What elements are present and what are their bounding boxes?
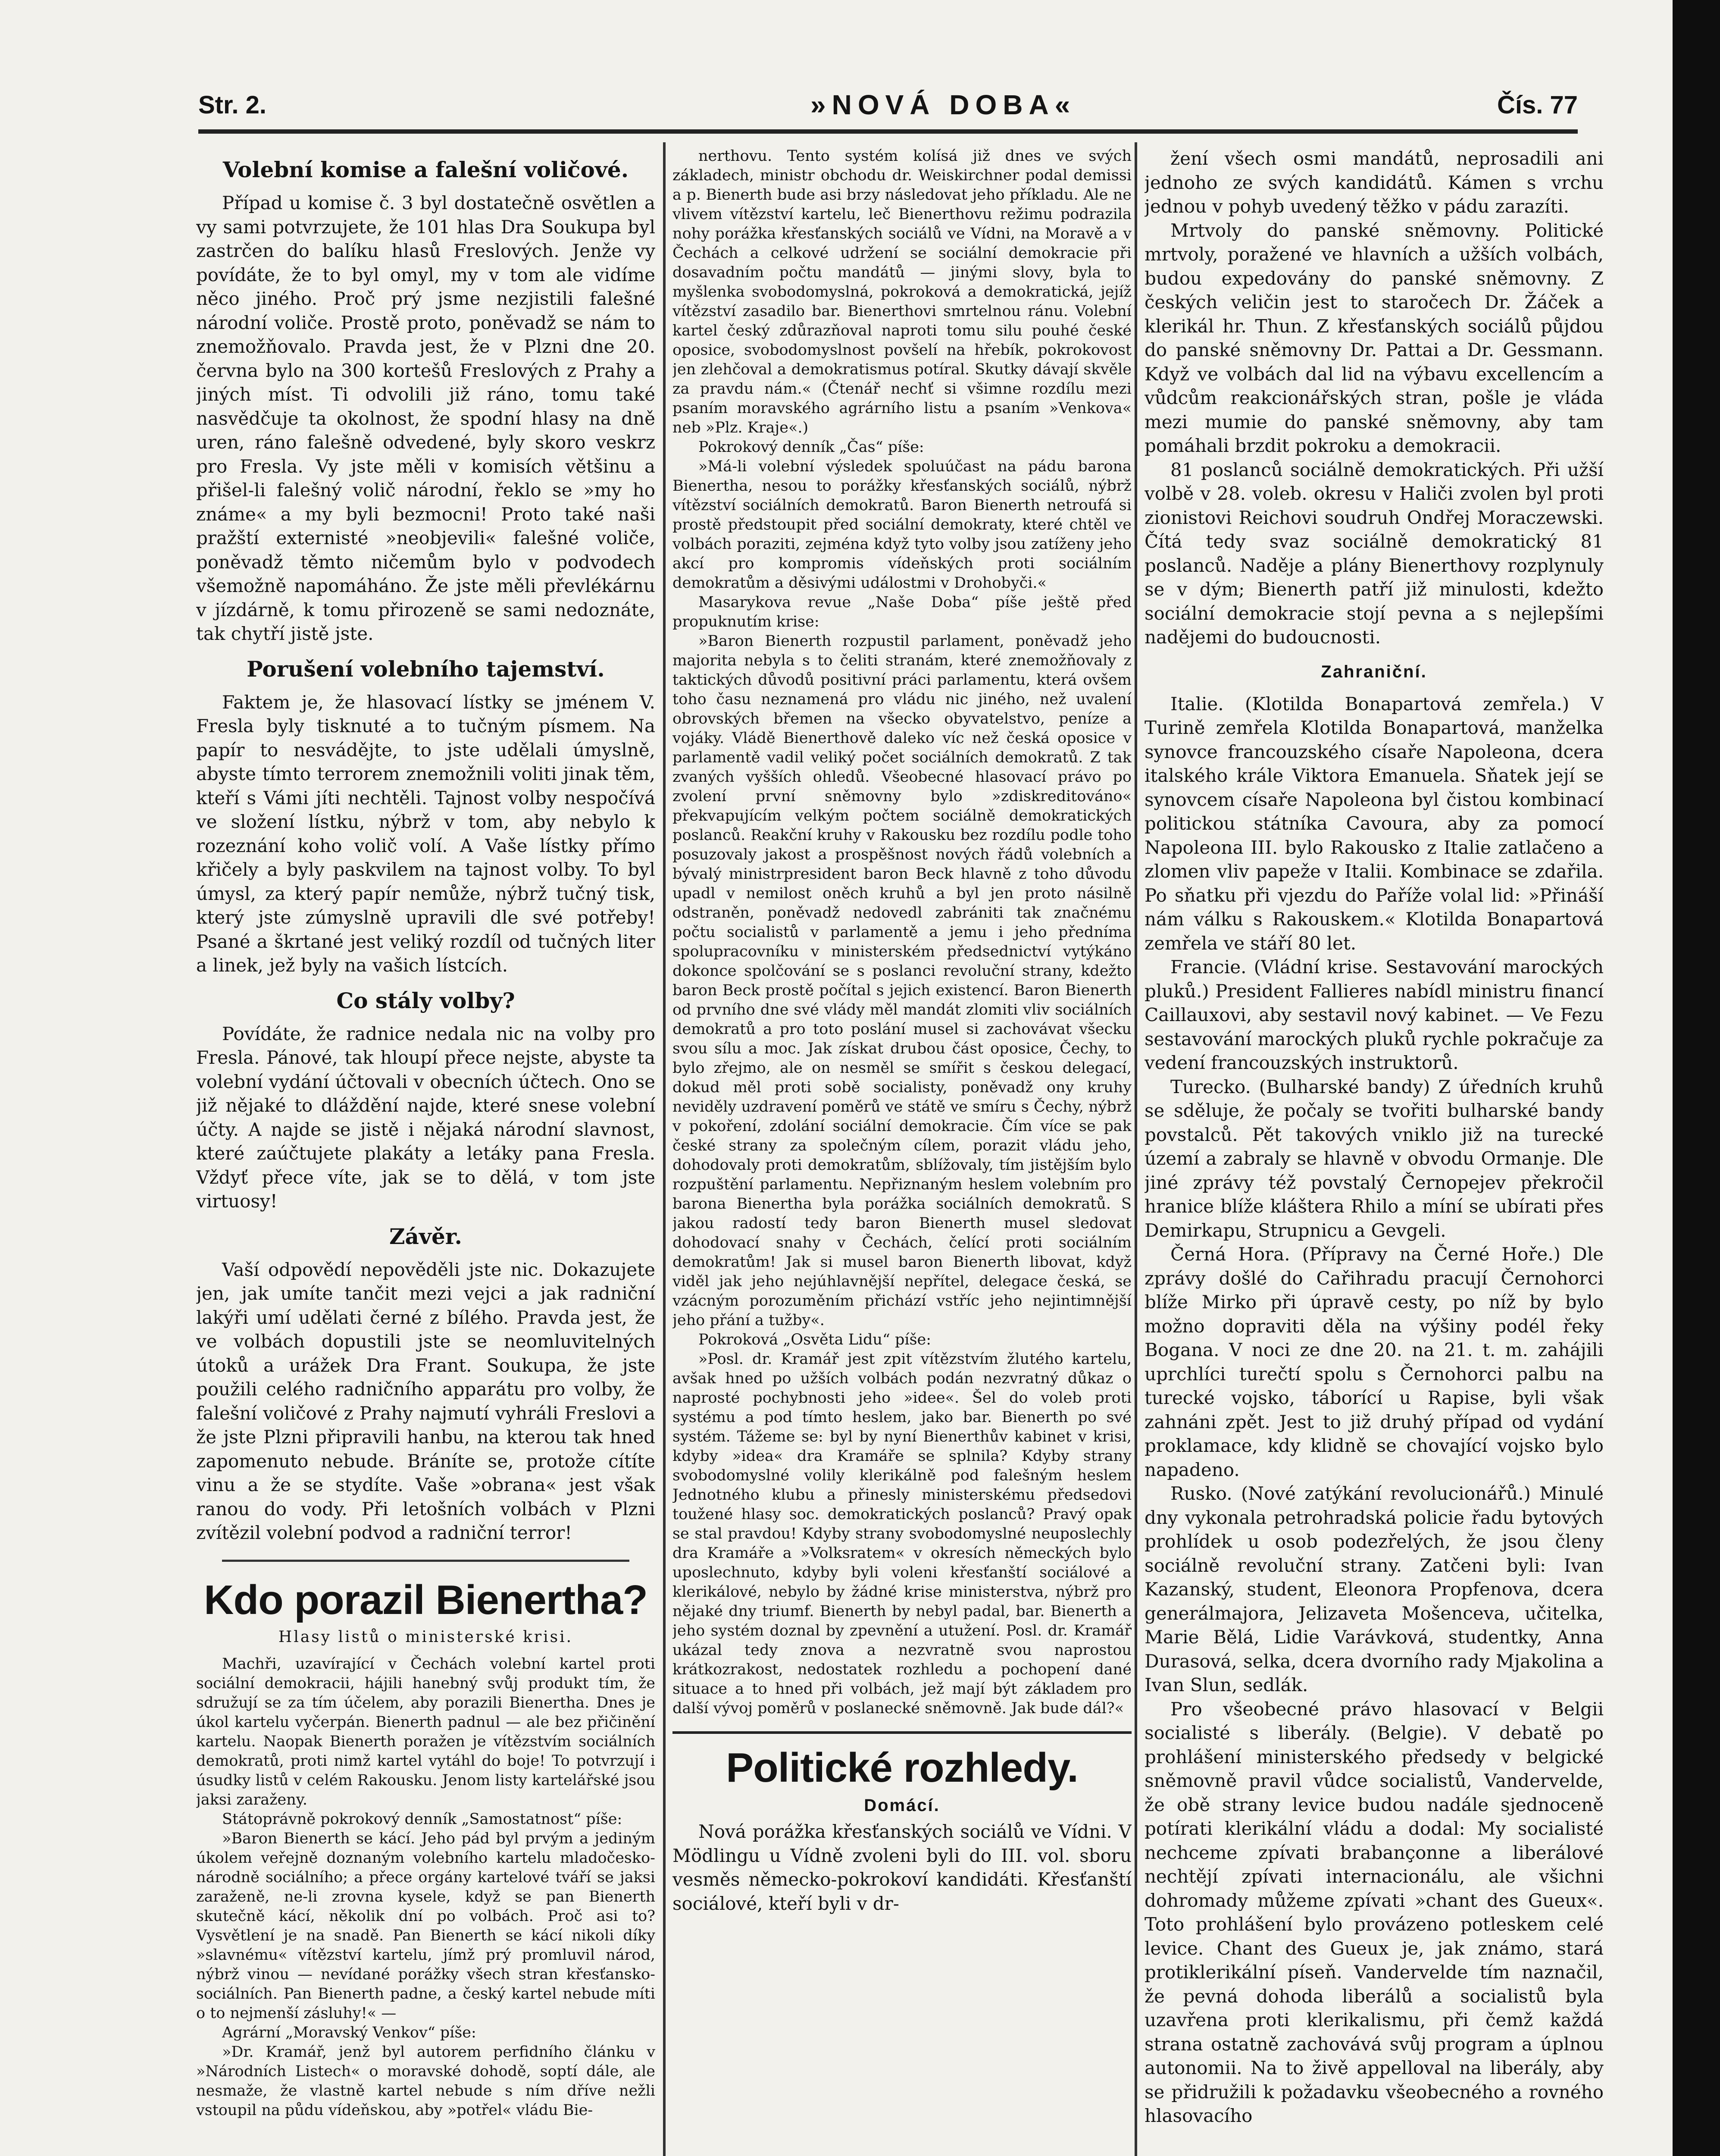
subsection-heading: Zahraniční. [1321, 662, 1427, 681]
section-heading: Porušení volebního tajemství. [247, 656, 605, 682]
paragraph: Státoprávně pokrokový denník „Samostatnost“ píše: [222, 1810, 622, 1828]
quote: »Posl. dr. Kramář jest zpit vítězstvím žlutého kartelu, avšak hned po užších volbách podán nezvratný důkaz o naprosté pochybnosti jeho »idee«. Šel do voleb proti systému a pod tímto heslem, jako bar. Bienerth po své systém. Tážeme se: byl by nyní Bienerthův kabinet v krisi, kdyby »idea« dra Kramáře se splnila? Kdyby strany svobodomyslné volily klerikálně pod falešným heslem Jednotného klubu a přinesly ministerskému předsedovi toužené hlasy soc. demokratických poslanců? Pravý opak se stal pravdou! Kdyby strany svobodomyslné neuposlechly dra Kramáře a »Volksratem« v okresích německých bylo uposlechnuto, kdyby byli voleni křesťanští sociálové a klerikálové, nebylo by žádné krise ministerstva, nýbrž pro nějaké dny triumf. Bienerth by nebyl padal, bar. Bienerth a jeho systém doznal by zpevnění a utužení. Posl. dr. Kramář ukázal tedy znova a nezvratně svou naprostou krátkozrakost, nedostatek rozhledu a pochopení dané situace a to hned při volbách, jež mají být základem pro další vývoj poměrů v poslanecké sněmovně. Jak bude dál?« [672, 1351, 1132, 1717]
paragraph: Pokrokový denník „Čas“ píše: [698, 439, 924, 456]
page-header [198, 86, 1578, 134]
section-heading: Závěr. [389, 1223, 462, 1249]
quote: »Baron Bienerth se kácí. Jeho pád byl prvým a jediným úkolem veřejně doznaným volebního kartelu mladočesko-národně sociálního; a přece orgány kartelové tváří se jaksi zaraženě, ne-li zrovna kysele, když se pan Bienerth skutečně kácí, několik dní po volbách. Proč asi to? Vysvětlení je na snadě. Pan Bienerth se kácí nikoli díky »slavnému« vítězství kartelu, jímž prý promluvil národ, nýbrž vinou — nevídané porážky všech stran křesťansko-sociálních. Pan Bienerth padne, a český kartel nebude míti o to nejmenší zásluhy!« — [196, 1830, 655, 2022]
paragraph: 81 poslanců sociálně demokratických. Při užší volbě v 28. voleb. okresu v Haliči zvolen byl proti zionistovi Reichovi soudruh Ondřej Moraczewski. Čítá tedy svaz sociálně demokratický 81 poslanců. Naděje a plány Bienerthovy rozplynuly se v dým; Bienerth patří již minulosti, kdežto sociální demokracie stojí pevna a s nejlepšími nadějemi do budoucnosti. [1145, 459, 1604, 648]
masthead: »NOVÁ DOBA« [810, 89, 1076, 120]
paragraph: Italie. (Klotilda Bonapartová zemřela.) V Turině zemřela Klotilda Bonapartová, manželka synovce francouzského císaře Napoleona, dcera italského krále Viktora Emanuela. Sňatek její se synovcem císaře Napoleona byl čistou kombinací politickou státníka Cavoura, aby za pomocí Napoleona III. bylo Rakousko z Italie zatlačeno a zlomen vliv papeže v Italii. Kombinace se zdařila. Po sňatku při vjezdu do Paříže volal lid: »Přináší nám válku s Rakouskem.« Klotilda Bonapartová zemřela ve stáří 80 let. [1145, 693, 1604, 954]
article-title: Kdo porazil Bienertha? [204, 1576, 647, 1623]
paragraph: Případ u komise č. 3 byl dostatečně osvětlen a vy sami potvrzujete, že 101 hlas Dra Soukupa byl zastrčen do balíku hlasů Freslových. Jenže vy povídáte, že to byl omyl, my v tom ale vidíme něco jiného. Proč prý jsme nezjistili falešné národní voliče. Prostě proto, poněvadž se nám to znemožňovalo. Pravda jest, že v Plzni dne 20. června bylo na 300 kortešů Freslových z Prahy a jiných míst. Ti odvolili již ráno, tomu také nasvědčuje ta okolnost, že spodní hlasy na dně uren, ráno falešně odvedené, byly skoro veskrz pro Fresla. Vy jste měli v komisích většinu a přišel-li falešný volič národní, řeklo se »my ho známe« a my byli bezmocni! Proto také naši pražští externisté »neobjevili« falešné voliče, poněvadž těmto ničemům bylo v podvodech všemožně napomáháno. Že jste měli převlékárnu v jízdárně, k tomu přirozeně se sami nedoznáte, tak chytří jistě jste. [196, 192, 655, 644]
quote: nerthovu. Tento systém kolísá již dnes ve svých základech, ministr obchodu dr. Weiskirchner podal demissi a p. Bienerth bude asi brzy následovat jeho příkladu. Ale ne vlivem vítězství kartelu, leč Bienerthovu režimu podrazila nohy porážka křesťanských sociálů ve Vídni, na Moravě a v Čechách a celkové udržení se sociální demokracie při dosavadním počtu mandátů — jinými slovy, byla to myšlenka svobodomyslná, pokroková a demokratická, jejíž vítězství zasadilo bar. Bienerthovi smrtelnou ránu. Volební kartel český zdůrazňoval naproti tomu silu pouhé české oposice, svobodomyslnost povšelí na hřebík, pokrokovost jen zlehčoval a demokratismus potíral. Skutky dávají skvěle za pravdu nám.« (Čtenář nechť si všimne rozdílu mezi psaním moravského agrárního listu a psaním »Venkova« neb »Plz. Kraje«.) [672, 147, 1132, 436]
page-number: Str. 2. [198, 91, 266, 119]
section-heading: Co stály volby? [336, 987, 515, 1013]
paragraph: Povídáte, že radnice nedala nic na volby pro Fresla. Pánové, tak hloupí přece nejste, abyste ta volební vydání účtovali v obecních účtech. Ono se již nějaké to dláždění najde, které snese volební účty. A najde se jistě i nějaká národní slavnost, které zaúčtujete plakáty a letáky pana Fresla. Vždyť přece víte, jak se to dělá, v tom jste virtuosy! [196, 1023, 655, 1212]
paragraph: Francie. (Vládní krise. Sestavování marockých pluků.) President Fallieres nabídl ministru financí Caillauxovi, aby sestavil nový kabinet. — Ve Fezu sestavování marockých pluků rychle pokračuje za vedení francouzských instruktorů. [1145, 956, 1604, 1073]
divider [222, 1560, 629, 1562]
paragraph: Mrtvoly do panské sněmovny. Politické mrtvoly, poražené ve hlavních a užších volbách, budou expedovány do panské sněmovny. Z českých veličin jest to staročech Dr. Žáček a klerikál hr. Thun. Z křesťanských sociálů půjdou do panské sněmovny Dr. Pattai a Dr. Gessmann. Když ve volbách dal lid na výbavu excellencím a vůdcům reakcionářských stran, pošle je vláda mezi mumie do panské sněmovny, aby tam pomáhali brzdit pokroku a demokracii. [1145, 219, 1604, 456]
paragraph: Faktem je, že hlasovací lístky se jménem V. Fresla byly tisknuté a to tučným písmem. Na papír to nesvádějte, to jste udělali úmyslně, abyste tímto terrorem znemožnili voliti jinak těm, kteří s Vámi jíti nechtěli. Tajnost volby nespočívá ve složení lístku, nýbrž v tom, aby nebylo k rozeznání koho volič volí. A Vaše lístky přímo křičely a byly paskvilem na tajnost volby. To byl úmysl, za který papír nemůže, nýbrž tučný tisk, který jste zúmyslně upravili dle své potřeby! Psané a škrtané jest veliký rozdíl od tučných liter a linek, jež byly na vašich lístcích. [196, 691, 655, 976]
section-title: Politické rozhledy. [726, 1745, 1078, 1791]
paragraph: Agrární „Moravský Venkov“ píše: [222, 2024, 476, 2041]
column-rule [663, 142, 666, 2156]
paragraph: Pokroková „Osvěta Lidu“ píše: [698, 1331, 932, 1348]
paragraph: Nová porážka křesťanských sociálů ve Vídni. V Mödlingu u Vídně zvoleni byli do III. vol. sboru vesměs německo-pokrokoví kandidáti. Křesťanští sociálové, kteří byli v dr- [672, 1821, 1132, 1914]
paragraph: Turecko. (Bulharské bandy) Z úředních kruhů se sděluje, že počaly se tvořiti bulharské bandy povstalců. Pět takových vniklo již na turecké území a zabraly se hlavně v obvodu Ormanje. Dle jiné zprávy též povstalý Černopejev překročil hranice blíže kláštera Rhilo a míní se ubírati přes Demirkapu, Strupnicu a Gevgeli. [1145, 1076, 1604, 1241]
quote: »Baron Bienerth rozpustil parlament, poněvadž jeho majorita nebyla s to čeliti stranám, které znemožňovaly z taktických důvodů positivní práci parlamentu, která ovšem toho času neznamená pro vládu nic jiného, než uvalení obrovských břemen na všecko obyvatelstvo, peníze a vojáky. Vládě Bienerthově daleko víc než česká oposice v parlamentě vadil veliký počet sociálních demokratů. Z tak zvaných vyšších ohledů. Všeobecné hlasovací právo po zvolení první sněmovny bylo »zdiskreditováno« překvapujícím velkým počtem sociálně demokratických poslanců. Reakční kruhy v Rakousku bez rozdílu podle toho posuzovaly jakost a prospěšnost nových řádů volebních a bývalý ministrpresident baron Beck hlavně z toho důvodu upadl v nemilost oněch kruhů a byl jen proto násilně odstraněn, poněvadž nedovedl zabrániti tak značnému počtu socialistů v parlamentě a jemu i jeho předníma spolupracovníku v ministerském předsednictví vytýkáno dokonce spolčování se s poslanci revoluční strany, kdežto baron Beck prostě počítal s jejich existencí. Baron Bienerth od prvního dne své vlády měl mandát zlomiti vliv sociálních demokratů a pro toto poslání musel si zachovávat všecku svou sílu a moc. Jak získat drubou část oposice, Čechy, to bylo zřejmo, ale on nesměl se smířit s českou delegací, dokud měl proti sobě socialisty, poněvadž ony kruhy neviděly uzdravení poměrů ve státě ve smíru s Čechy, nýbrž v pokoření, zdolání sociální demokracie. Čím více se pak české strany za společným cílem, porazit vládu jeho, dohodovaly proti demokratům, sblížovaly, tím jistějším bylo rozpuštění parlamentu. Nepřiznaným heslem volebním pro barona Bienertha byla porážka sociálních demokratů. S jakou radostí tedy baron Bienerth musel sledovat dohodovací snahy v Čechách, čelící proti sociálním demokratům! Jak si musel baron Bienerth libovat, když viděl jak jeho nejúhlavnější nepřítel, delegace česká, se vzácným porozuměním přichází vstříc jeho nejintimnější jeho přání a tužby«. [672, 633, 1132, 1329]
paragraph: žení všech osmi mandátů, neprosadili ani jednoho ze svých kandidátů. Kámen s vrchu jednou v pohyb uvedený těžko v pádu zarazíti. [1145, 148, 1604, 217]
column-3 [1145, 147, 1604, 2156]
article-subtitle: Hlasy listů o ministerské krisi. [278, 1628, 573, 1646]
subsection-heading: Domácí. [864, 1796, 940, 1815]
quote: »Má-li volební výsledek spoluúčast na pádu barona Bienertha, nesou to porážky křesťanských sociálů, nýbrž vítězství sociálních demokratů. Baron Bienerth netroufá si prostě předstoupit před sociální demokraty, které chtěl ve volbách poraziti, zejména když tyto volby jsou zatíženy jeho akcí pro kompromis vídeňských proti sociálním demokratům a děsivými událostmi v Drohobyči.« [672, 458, 1132, 592]
issue-number: Čís. 77 [1497, 91, 1578, 119]
quote: »Dr. Kramář, jenž byl autorem perfidního článku v »Národních Listech« o moravské dohodě, soptí dále, ale nesmaže, že vlastně kartel nebude s ním dříve nežli vstoupil na půdu vídeňskou, aby »potřel« vládu Bie- [196, 2043, 655, 2119]
paragraph: Masarykova revue „Naše Doba“ píše ještě před propuknutím krise: [672, 594, 1132, 630]
paragraph: Machři, uzavírající v Čechách volební kartel proti sociální demokracii, hájili hanebný svůj produkt tím, že sdružují se za tím účelem, aby porazili Bienertha. Dnes je úkol kartelu vyčerpán. Bienerth padnul — ale bez přičinění kartelu. Naopak Bienerth poražen je vítězstvím sociálních demokratů, proti nimž kartel vytáhl do boje! To potvrzují i úsudky listů v celém Rakousku. Jenom listy kartelářské jsou jaksi zaraženy. [196, 1655, 655, 1808]
paragraph: Černá Hora. (Přípravy na Černé Hoře.) Dle zprávy došlé do Cařihradu pracují Černohorci blíže Mirko při úpravě cesty, po níž by bylo možno dopraviti děla na výšiny podél řeky Bogana. V noci ze dne 20. na 21. t. m. zahájili uprchlíci turečtí spolu s Černohorci palbu na turecké vojsko, táborící u Rapise, byli však zahnáni zpět. Jest to již druhý případ od vydání proklamace, kdy klidně se chovající vojsko bylo napadeno. [1145, 1244, 1604, 1480]
section-box [672, 1731, 1132, 1915]
paragraph: Vaší odpovědí nepověděli jste nic. Dokazujete jen, jak umíte tančit mezi vejci a jak radniční lakýři umí udělati černé z bílého. Pravda jest, že ve volbách dopustili jste se neomluvitelných útoků a urážek Dra Frant. Soukupa, že jste použili celého radničního apparátu pro volby, že falešní voličové z Prahy najmutí vyhráli Freslovi a že jste Plzni připravili hanbu, na kterou tak hned zapomenuto nebude. Bráníte se, protože cítíte vinu a že se stydíte. Vaše »obrana« jest však ranou do vody. Při letošních volbách v Plzni zvítězil volební podvod a radniční terror! [196, 1259, 655, 1543]
scan-edge [1673, 0, 1720, 2156]
column-1 [196, 147, 655, 2156]
section-heading: Volební komise a falešní voličové. [222, 157, 629, 182]
paragraph: Rusko. (Nové zatýkání revolucionářů.) Minulé dny vykonala petrohradská policie řadu bytových prohlídek u osob podezřelých, že jsou členy sociálně revoluční strany. Zatčeni byli: Ivan Kazanský, student, Eleonora Propfenova, dcera generálmajora, Jelizaveta Mošenceva, učitelka, Marie Bělá, Lidie Varávková, studentky, Anna Durasová, selka, dcera dvorního rady Mjakolina a Ivan Slun, sedlák. [1145, 1483, 1604, 1695]
column-2 [672, 147, 1132, 2156]
paragraph: Pro všeobecné právo hlasovací v Belgii socialisté s liberály. (Belgie). V debatě po prohlášení ministerského předsedy v belgické sněmovně pravil vůdce socialistů, Vandervelde, že obě strany levice budou nadále sjednoceně potírati klerikální vládu a dodal: My socialisté nechceme zpívati brabançonne a liberálové nechtějí zpívati internacionálu, ale všichni dohromady můžeme zpívati »chant des Gueux«. Toto prohlášení bylo provázeno potleskem celé levice. Chant des Gueux je, jak známo, stará protiklerikální píseň. Vandervelde tím naznačil, že pevná dohoda liberálů a socialistů byla uzavřena proti klerikalismu, při čemž každá strana ostatně zachovává svůj program a úplnou autonomii. Na to živě appelloval na liberály, aby se přidružili k požadavku všeobecného a rovného hlasovacího [1145, 1698, 1604, 2126]
column-rule [1135, 142, 1137, 2156]
